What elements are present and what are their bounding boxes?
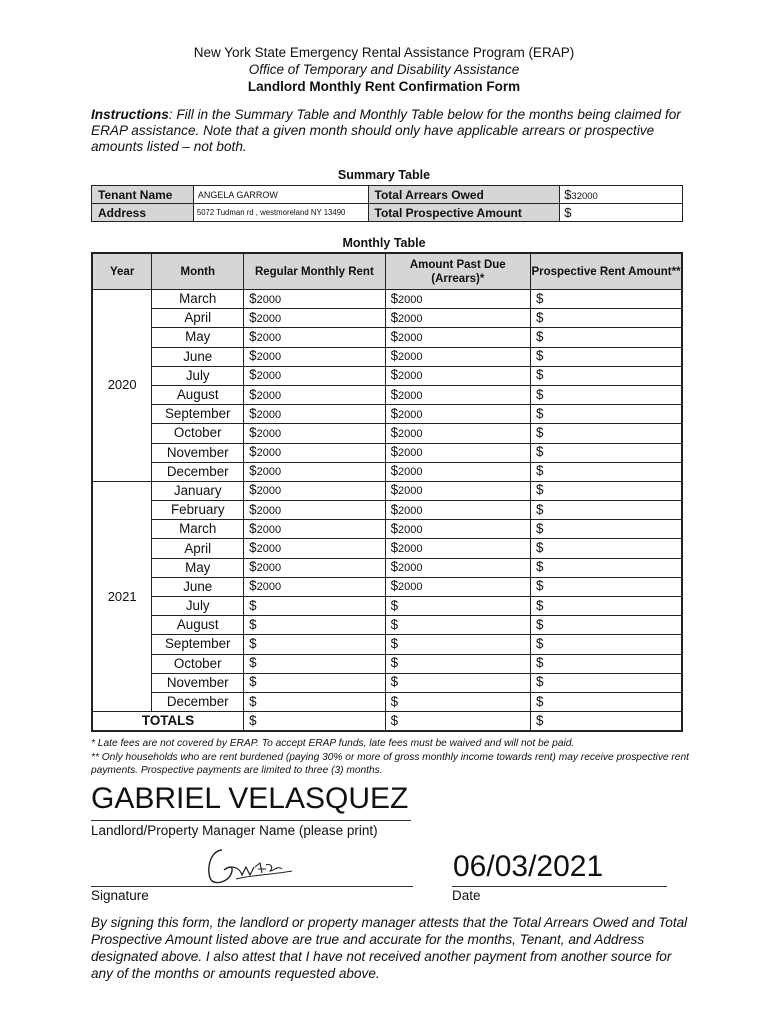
- currency-sign: $: [390, 463, 399, 479]
- regular-rent-field[interactable]: [244, 654, 385, 673]
- currency-sign: $: [249, 635, 257, 651]
- regular-rent-field-value: 2000: [256, 466, 282, 479]
- regular-rent-field[interactable]: [244, 597, 385, 616]
- table-row: [92, 501, 682, 520]
- currency-sign: $: [390, 424, 399, 440]
- table-row: [92, 290, 682, 309]
- prospective-field[interactable]: [531, 443, 683, 462]
- currency-sign: $: [249, 578, 257, 594]
- signature-label: Signature: [91, 888, 149, 903]
- month-cell: January: [152, 481, 244, 500]
- prospective-field[interactable]: [531, 290, 683, 309]
- attestation-text: By signing this form, the landlord or property manager attests that the Total Arrears Owed and Total Prospective Amount listed above are true and accurate for the months, Tenant, and Address designated above. I also attest that I have not received another payment from another source for any of the months or amounts requested above.: [91, 915, 688, 981]
- col-header-year: Year: [92, 253, 152, 290]
- month-cell: November: [152, 673, 244, 692]
- currency-sign: $: [390, 635, 399, 651]
- currency-sign: $: [536, 655, 544, 671]
- month-cell: December: [152, 692, 244, 711]
- regular-rent-field-value: 2000: [256, 523, 282, 536]
- prospective-field[interactable]: [531, 692, 683, 711]
- arrears-field-value: 2000: [398, 562, 423, 575]
- month-cell: February: [152, 501, 244, 520]
- currency-sign: $: [390, 559, 399, 575]
- table-row: [92, 616, 682, 635]
- regular-rent-field[interactable]: [244, 443, 385, 462]
- currency-sign: $: [390, 444, 399, 460]
- instructions: [91, 107, 691, 155]
- currency-sign: $: [536, 578, 544, 594]
- footnote-late-fees: * Late fees are not covered by ERAP. To accept ERAP funds, late fees must be waived and will not be paid.: [91, 738, 575, 749]
- table-row: [92, 481, 682, 500]
- tenant-name-field[interactable]: ANGELA GARROW: [193, 186, 368, 204]
- arrears-field-value: 2000: [398, 485, 423, 498]
- arrears-field[interactable]: [385, 673, 530, 692]
- currency-sign: $: [249, 674, 257, 690]
- currency-sign: $: [536, 367, 544, 383]
- arrears-field-value: 2000: [398, 427, 423, 440]
- form-title: Landlord Monthly Rent Confirmation Form: [247, 79, 521, 94]
- prospective-field[interactable]: [531, 673, 683, 692]
- prospective-field[interactable]: [531, 654, 683, 673]
- regular-rent-field[interactable]: [244, 462, 385, 481]
- table-row: [92, 347, 682, 366]
- currency-sign: $: [249, 616, 257, 632]
- currency-sign: $: [564, 205, 572, 220]
- regular-rent-field[interactable]: [244, 309, 385, 328]
- totals-row: [92, 712, 682, 732]
- prospective-field[interactable]: [531, 501, 683, 520]
- prospective-field[interactable]: [531, 577, 683, 596]
- table-row: [92, 462, 682, 481]
- agency-name: Office of Temporary and Disability Assistance: [248, 62, 520, 77]
- table-row: [92, 405, 682, 424]
- regular-rent-field[interactable]: [244, 328, 385, 347]
- month-cell: July: [152, 597, 244, 616]
- regular-rent-field-value: 2000: [256, 293, 282, 306]
- currency-sign: $: [249, 386, 257, 402]
- arrears-field[interactable]: [385, 577, 530, 596]
- table-row: [92, 558, 682, 577]
- prospective-field[interactable]: [531, 462, 683, 481]
- month-cell: June: [152, 577, 244, 596]
- month-cell: March: [152, 290, 244, 309]
- prospective-field[interactable]: [531, 616, 683, 635]
- currency-sign: $: [536, 635, 544, 651]
- table-row: [92, 654, 682, 673]
- arrears-field[interactable]: [385, 692, 530, 711]
- col-header-regular-rent: Regular Monthly Rent: [244, 253, 385, 290]
- regular-rent-field[interactable]: [244, 673, 385, 692]
- prospective-field[interactable]: [531, 328, 683, 347]
- footnotes: [91, 737, 691, 778]
- currency-sign: $: [390, 597, 399, 613]
- total-regular-rent-field[interactable]: [244, 712, 385, 732]
- currency-sign: $: [536, 424, 544, 440]
- table-row: [92, 597, 682, 616]
- prospective-field[interactable]: [531, 520, 683, 539]
- regular-rent-field-value: 2000: [256, 504, 282, 517]
- currency-sign: $: [536, 348, 544, 364]
- regular-rent-field-value: 2000: [256, 485, 282, 498]
- table-row: [92, 673, 682, 692]
- month-cell: October: [152, 424, 244, 443]
- currency-sign: $: [536, 309, 544, 325]
- month-cell: May: [152, 328, 244, 347]
- monthly-table: [91, 252, 683, 732]
- table-row: [92, 635, 682, 654]
- arrears-field-value: 2000: [398, 312, 423, 325]
- arrears-field-value: 2000: [398, 389, 423, 402]
- regular-rent-field-value: 2000: [256, 447, 282, 460]
- regular-rent-field[interactable]: [244, 539, 385, 558]
- regular-rent-field[interactable]: [244, 366, 385, 385]
- arrears-field[interactable]: [385, 654, 530, 673]
- regular-rent-field[interactable]: [244, 424, 385, 443]
- landlord-name-field[interactable]: GABRIEL VELASQUEZ: [91, 782, 409, 815]
- prospective-field[interactable]: [531, 424, 683, 443]
- currency-sign: $: [390, 578, 399, 594]
- currency-sign: $: [536, 559, 544, 575]
- currency-sign: $: [536, 482, 544, 498]
- totals-label: TOTALS: [92, 712, 244, 732]
- month-cell: August: [152, 385, 244, 404]
- table-row: [92, 385, 682, 404]
- regular-rent-field[interactable]: [244, 558, 385, 577]
- arrears-field-value: 2000: [398, 331, 423, 344]
- tenant-name-label: Tenant Name: [92, 186, 194, 204]
- prospective-field[interactable]: [531, 347, 683, 366]
- regular-rent-field[interactable]: [244, 405, 385, 424]
- currency-sign: $: [536, 501, 544, 517]
- currency-sign: $: [390, 540, 399, 556]
- arrears-field[interactable]: [385, 520, 530, 539]
- regular-rent-field[interactable]: [244, 481, 385, 500]
- arrears-field[interactable]: [385, 539, 530, 558]
- prospective-field[interactable]: [531, 309, 683, 328]
- signature-line: [91, 886, 413, 887]
- regular-rent-field[interactable]: [244, 692, 385, 711]
- arrears-field-value: 2000: [398, 504, 423, 517]
- month-cell: April: [152, 539, 244, 558]
- currency-sign: $: [390, 367, 399, 383]
- currency-sign: $: [249, 309, 257, 325]
- month-cell: August: [152, 616, 244, 635]
- currency-sign: $: [536, 290, 544, 306]
- arrears-field[interactable]: [385, 481, 530, 500]
- currency-sign: $: [390, 501, 399, 517]
- year-cell: 2021: [92, 481, 152, 711]
- regular-rent-field-value: 2000: [256, 562, 282, 575]
- currency-sign: $: [390, 386, 399, 402]
- total-arrears-field[interactable]: [560, 186, 683, 204]
- arrears-field[interactable]: [385, 366, 530, 385]
- currency-sign: $: [390, 309, 399, 325]
- instructions-label: Instructions: [91, 107, 169, 122]
- currency-sign: $: [536, 597, 544, 613]
- table-row: [92, 520, 682, 539]
- currency-sign: $: [390, 520, 399, 536]
- arrears-field-value: 2000: [398, 466, 423, 479]
- currency-sign: $: [564, 187, 572, 202]
- arrears-field[interactable]: [385, 443, 530, 462]
- monthly-table-caption: Monthly Table: [342, 236, 426, 250]
- currency-sign: $: [536, 713, 544, 729]
- currency-sign: $: [390, 655, 399, 671]
- currency-sign: $: [536, 463, 544, 479]
- currency-sign: $: [249, 559, 257, 575]
- arrears-field[interactable]: [385, 405, 530, 424]
- currency-sign: $: [536, 386, 544, 402]
- currency-sign: $: [249, 367, 257, 383]
- date-label: Date: [452, 888, 481, 903]
- month-cell: July: [152, 366, 244, 385]
- program-title: New York State Emergency Rental Assistance Program (ERAP): [193, 45, 575, 60]
- total-prospective-field[interactable]: [531, 712, 683, 732]
- table-row: [92, 366, 682, 385]
- currency-sign: $: [249, 713, 257, 729]
- arrears-field[interactable]: [385, 309, 530, 328]
- table-row: [92, 577, 682, 596]
- currency-sign: $: [390, 405, 399, 421]
- summary-table-caption: Summary Table: [337, 168, 431, 182]
- prospective-field[interactable]: [531, 481, 683, 500]
- arrears-field-value: 2000: [398, 351, 423, 364]
- table-row: [92, 443, 682, 462]
- currency-sign: $: [390, 616, 399, 632]
- regular-rent-field-value: 2000: [256, 312, 282, 325]
- currency-sign: $: [249, 290, 257, 306]
- regular-rent-field-value: 2000: [256, 351, 282, 364]
- currency-sign: $: [390, 482, 399, 498]
- month-cell: September: [152, 405, 244, 424]
- year-cell: 2020: [92, 290, 152, 482]
- currency-sign: $: [249, 424, 257, 440]
- col-header-prospective: Prospective Rent Amount**: [531, 253, 683, 290]
- currency-sign: $: [249, 520, 257, 536]
- currency-sign: $: [249, 693, 257, 709]
- month-cell: September: [152, 635, 244, 654]
- landlord-name-line: [91, 820, 411, 821]
- prospective-field[interactable]: [531, 405, 683, 424]
- month-cell: December: [152, 462, 244, 481]
- col-header-arrears: Amount Past Due (Arrears)*: [385, 253, 530, 290]
- summary-row-tenant: [92, 186, 683, 204]
- currency-sign: $: [536, 444, 544, 460]
- currency-sign: $: [249, 444, 257, 460]
- arrears-field-value: 2000: [398, 543, 423, 556]
- regular-rent-field[interactable]: [244, 616, 385, 635]
- table-row: [92, 539, 682, 558]
- arrears-field[interactable]: [385, 558, 530, 577]
- month-cell: November: [152, 443, 244, 462]
- currency-sign: $: [536, 616, 544, 632]
- table-row: [92, 309, 682, 328]
- month-cell: June: [152, 347, 244, 366]
- summary-table: [91, 185, 683, 222]
- total-arrears-label: Total Arrears Owed: [368, 186, 560, 204]
- regular-rent-field-value: 2000: [256, 331, 282, 344]
- currency-sign: $: [536, 540, 544, 556]
- total-arrears-value: 32000: [571, 191, 598, 202]
- instructions-text: : Fill in the Summary Table and Monthly Table below for the months being claimed for ERAP assistance. Note that a given month should only have applicable arrears or prospective amounts listed – not both.: [91, 107, 681, 154]
- currency-sign: $: [249, 597, 257, 613]
- month-cell: March: [152, 520, 244, 539]
- regular-rent-field-value: 2000: [256, 370, 282, 383]
- landlord-name-label: Landlord/Property Manager Name (please print): [91, 823, 378, 838]
- prospective-field[interactable]: [531, 597, 683, 616]
- footnote-rent-burdened: ** Only households who are rent burdened (paying 30% or more of gross monthly income towards rent) may receive prospective rent payments. Prospective payments are limited to three (3) months.: [91, 751, 689, 776]
- regular-rent-field-value: 2000: [256, 427, 282, 440]
- currency-sign: $: [390, 290, 399, 306]
- arrears-field[interactable]: [385, 597, 530, 616]
- currency-sign: $: [390, 348, 399, 364]
- address-field[interactable]: 5072 Tudman rd , westmoreland NY 13490: [193, 204, 368, 222]
- regular-rent-field[interactable]: [244, 385, 385, 404]
- arrears-field[interactable]: [385, 616, 530, 635]
- regular-rent-field[interactable]: [244, 290, 385, 309]
- currency-sign: $: [536, 674, 544, 690]
- arrears-field-value: 2000: [398, 408, 423, 421]
- arrears-field[interactable]: [385, 635, 530, 654]
- regular-rent-field-value: 2000: [256, 543, 282, 556]
- total-prospective-label: Total Prospective Amount: [368, 204, 560, 222]
- currency-sign: $: [249, 482, 257, 498]
- regular-rent-field[interactable]: [244, 577, 385, 596]
- currency-sign: $: [249, 328, 257, 344]
- currency-sign: $: [390, 674, 399, 690]
- currency-sign: $: [536, 328, 544, 344]
- currency-sign: $: [249, 348, 257, 364]
- arrears-field[interactable]: [385, 347, 530, 366]
- table-row: [92, 424, 682, 443]
- regular-rent-field-value: 2000: [256, 581, 282, 594]
- arrears-field[interactable]: [385, 328, 530, 347]
- handwritten-signature[interactable]: [200, 845, 295, 887]
- currency-sign: $: [249, 405, 257, 421]
- summary-row-address: [92, 204, 683, 222]
- arrears-field[interactable]: [385, 501, 530, 520]
- regular-rent-field[interactable]: [244, 347, 385, 366]
- currency-sign: $: [390, 328, 399, 344]
- currency-sign: $: [249, 540, 257, 556]
- currency-sign: $: [249, 463, 257, 479]
- month-cell: May: [152, 558, 244, 577]
- prospective-field[interactable]: [531, 539, 683, 558]
- total-prospective-field[interactable]: [560, 204, 683, 222]
- table-row: [92, 328, 682, 347]
- arrears-field[interactable]: [385, 385, 530, 404]
- date-field[interactable]: 06/03/2021: [453, 850, 604, 883]
- arrears-field-value: 2000: [398, 370, 423, 383]
- date-line: [452, 886, 667, 887]
- arrears-field[interactable]: [385, 424, 530, 443]
- arrears-field-value: 2000: [398, 447, 423, 460]
- arrears-field[interactable]: [385, 462, 530, 481]
- currency-sign: $: [536, 520, 544, 536]
- arrears-field-value: 2000: [398, 581, 423, 594]
- regular-rent-field[interactable]: [244, 520, 385, 539]
- regular-rent-field-value: 2000: [256, 408, 282, 421]
- currency-sign: $: [536, 405, 544, 421]
- currency-sign: $: [249, 655, 257, 671]
- arrears-field[interactable]: [385, 290, 530, 309]
- col-header-month: Month: [152, 253, 244, 290]
- currency-sign: $: [249, 501, 257, 517]
- prospective-field[interactable]: [531, 635, 683, 654]
- monthly-header-row: [92, 253, 682, 290]
- prospective-field[interactable]: [531, 385, 683, 404]
- regular-rent-field[interactable]: [244, 501, 385, 520]
- arrears-field-value: 2000: [398, 293, 423, 306]
- regular-rent-field-value: 2000: [256, 389, 282, 402]
- address-label: Address: [92, 204, 194, 222]
- arrears-field-value: 2000: [398, 523, 423, 536]
- currency-sign: $: [390, 713, 399, 729]
- month-cell: April: [152, 309, 244, 328]
- total-arrears-field[interactable]: [385, 712, 530, 732]
- prospective-field[interactable]: [531, 366, 683, 385]
- currency-sign: $: [390, 693, 399, 709]
- month-cell: October: [152, 654, 244, 673]
- table-row: [92, 692, 682, 711]
- currency-sign: $: [536, 693, 544, 709]
- regular-rent-field[interactable]: [244, 635, 385, 654]
- prospective-field[interactable]: [531, 558, 683, 577]
